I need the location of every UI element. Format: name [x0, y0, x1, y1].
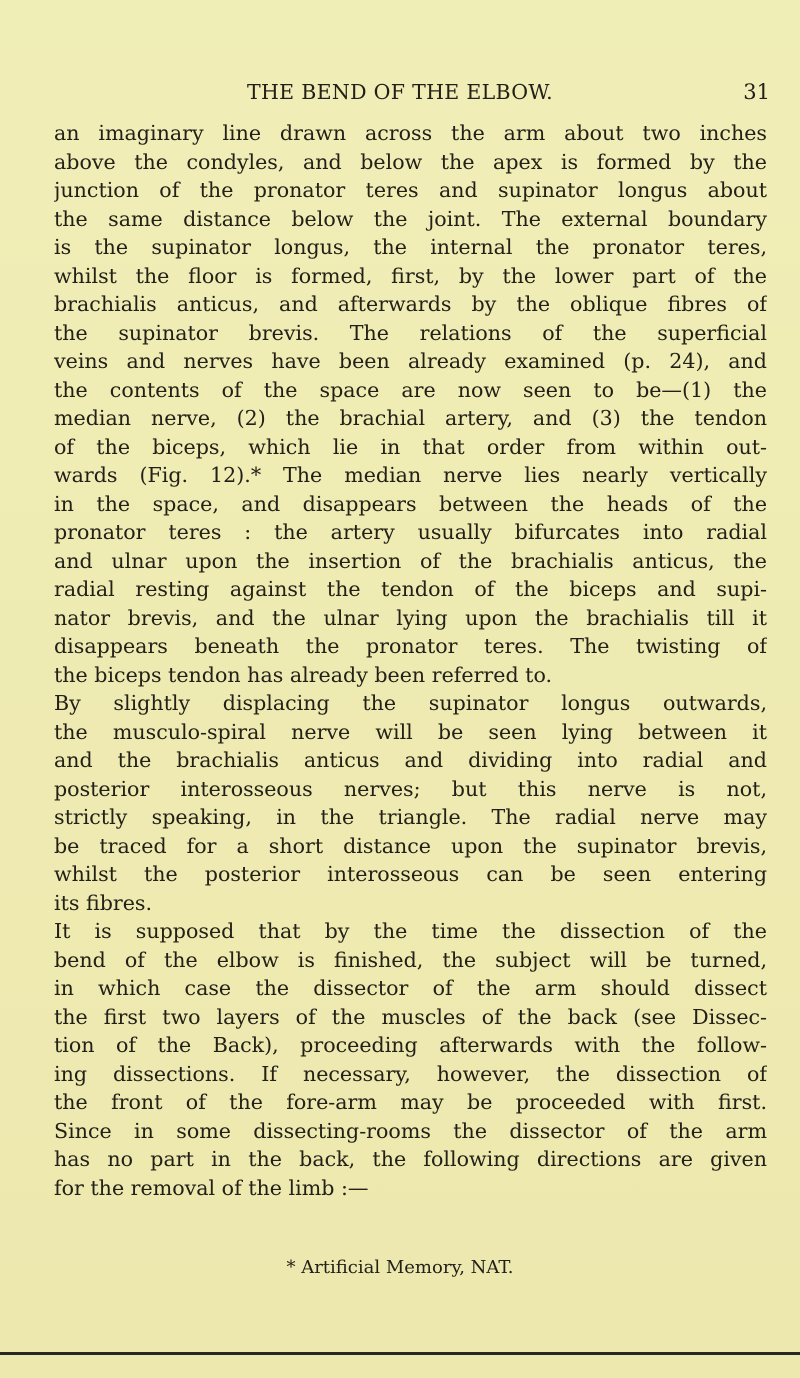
- text-line: its fibres.: [54, 890, 153, 915]
- text-line: the front of the fore-arm may be proceeded with first.: [54, 1090, 767, 1114]
- running-title: THE BEND OF THE ELBOW.: [247, 80, 553, 104]
- text-line: the first two layers of the muscles of the back (see Dissec-: [54, 1004, 767, 1029]
- text-line: radial resting against the tendon of the biceps and supi-: [54, 577, 767, 601]
- text-line: the contents of the space are now seen to be—(1) the: [54, 377, 767, 402]
- text-line: median nerve, (2) the brachial artery, and (3) the tendon: [54, 406, 767, 430]
- page-edge-rule: [0, 1352, 800, 1355]
- footnote: * Artificial Memory, NAT.: [286, 1257, 514, 1278]
- text-line: the same distance below the joint. The external boundary: [54, 206, 767, 231]
- text-line: has no part in the back, the following directions are given: [54, 1147, 767, 1171]
- text-line: brachialis anticus, and afterwards by the oblique fibres of: [54, 292, 767, 316]
- text-line: By slightly displacing the supinator longus outwards,: [54, 691, 767, 715]
- text-line: and the brachialis anticus and dividing into radial and: [54, 748, 767, 772]
- text-line: pronator teres : the artery usually bifurcates into radial: [54, 520, 767, 544]
- text-line: above the condyles, and below the apex is formed by the: [54, 149, 767, 174]
- page-number: 31: [743, 80, 770, 104]
- text-line: an imaginary line drawn across the arm about two inches: [54, 121, 767, 145]
- page-header: [0, 80, 800, 110]
- text-line: the musculo-spiral nerve will be seen lying between it: [54, 719, 767, 744]
- text-line: veins and nerves have been already examined (p. 24), and: [54, 349, 767, 373]
- text-line: Since in some dissecting-rooms the dissector of the arm: [54, 1118, 767, 1143]
- text-line: bend of the elbow is finished, the subject will be turned,: [54, 947, 767, 972]
- text-line: It is supposed that by the time the dissection of the: [54, 919, 767, 943]
- text-line: nator brevis, and the ulnar lying upon the brachialis till it: [54, 605, 767, 630]
- text-line: of the biceps, which lie in that order from within out-: [54, 434, 767, 459]
- text-line: tion of the Back), proceeding afterwards with the follow-: [54, 1033, 767, 1057]
- text-line: ing dissections. If necessary, however, the dissection of: [54, 1061, 767, 1086]
- text-line: and ulnar upon the insertion of the brachialis anticus, the: [54, 548, 767, 573]
- text-line: the biceps tendon has already been referred to.: [54, 662, 553, 687]
- text-line: in which case the dissector of the arm should dissect: [54, 976, 767, 1000]
- text-line: strictly speaking, in the triangle. The radial nerve may: [54, 805, 767, 829]
- text-line: be traced for a short distance upon the supinator brevis,: [54, 833, 767, 858]
- body-text: [54, 119, 767, 1202]
- text-line: whilst the posterior interosseous can be seen entering: [54, 862, 767, 886]
- text-line: for the removal of the limb :—: [54, 1175, 369, 1200]
- text-line: wards (Fig. 12).* The median nerve lies nearly vertically: [54, 463, 767, 487]
- text-line: disappears beneath the pronator teres. The twisting of: [54, 634, 767, 658]
- text-line: posterior interosseous nerves; but this nerve is not,: [54, 776, 767, 801]
- text-line: the supinator brevis. The relations of the superficial: [54, 320, 767, 345]
- text-line: whilst the floor is formed, first, by the lower part of the: [54, 263, 767, 288]
- text-line: in the space, and disappears between the heads of the: [54, 491, 767, 516]
- text-line: junction of the pronator teres and supinator longus about: [54, 178, 767, 202]
- text-line: is the supinator longus, the internal the pronator teres,: [54, 235, 767, 259]
